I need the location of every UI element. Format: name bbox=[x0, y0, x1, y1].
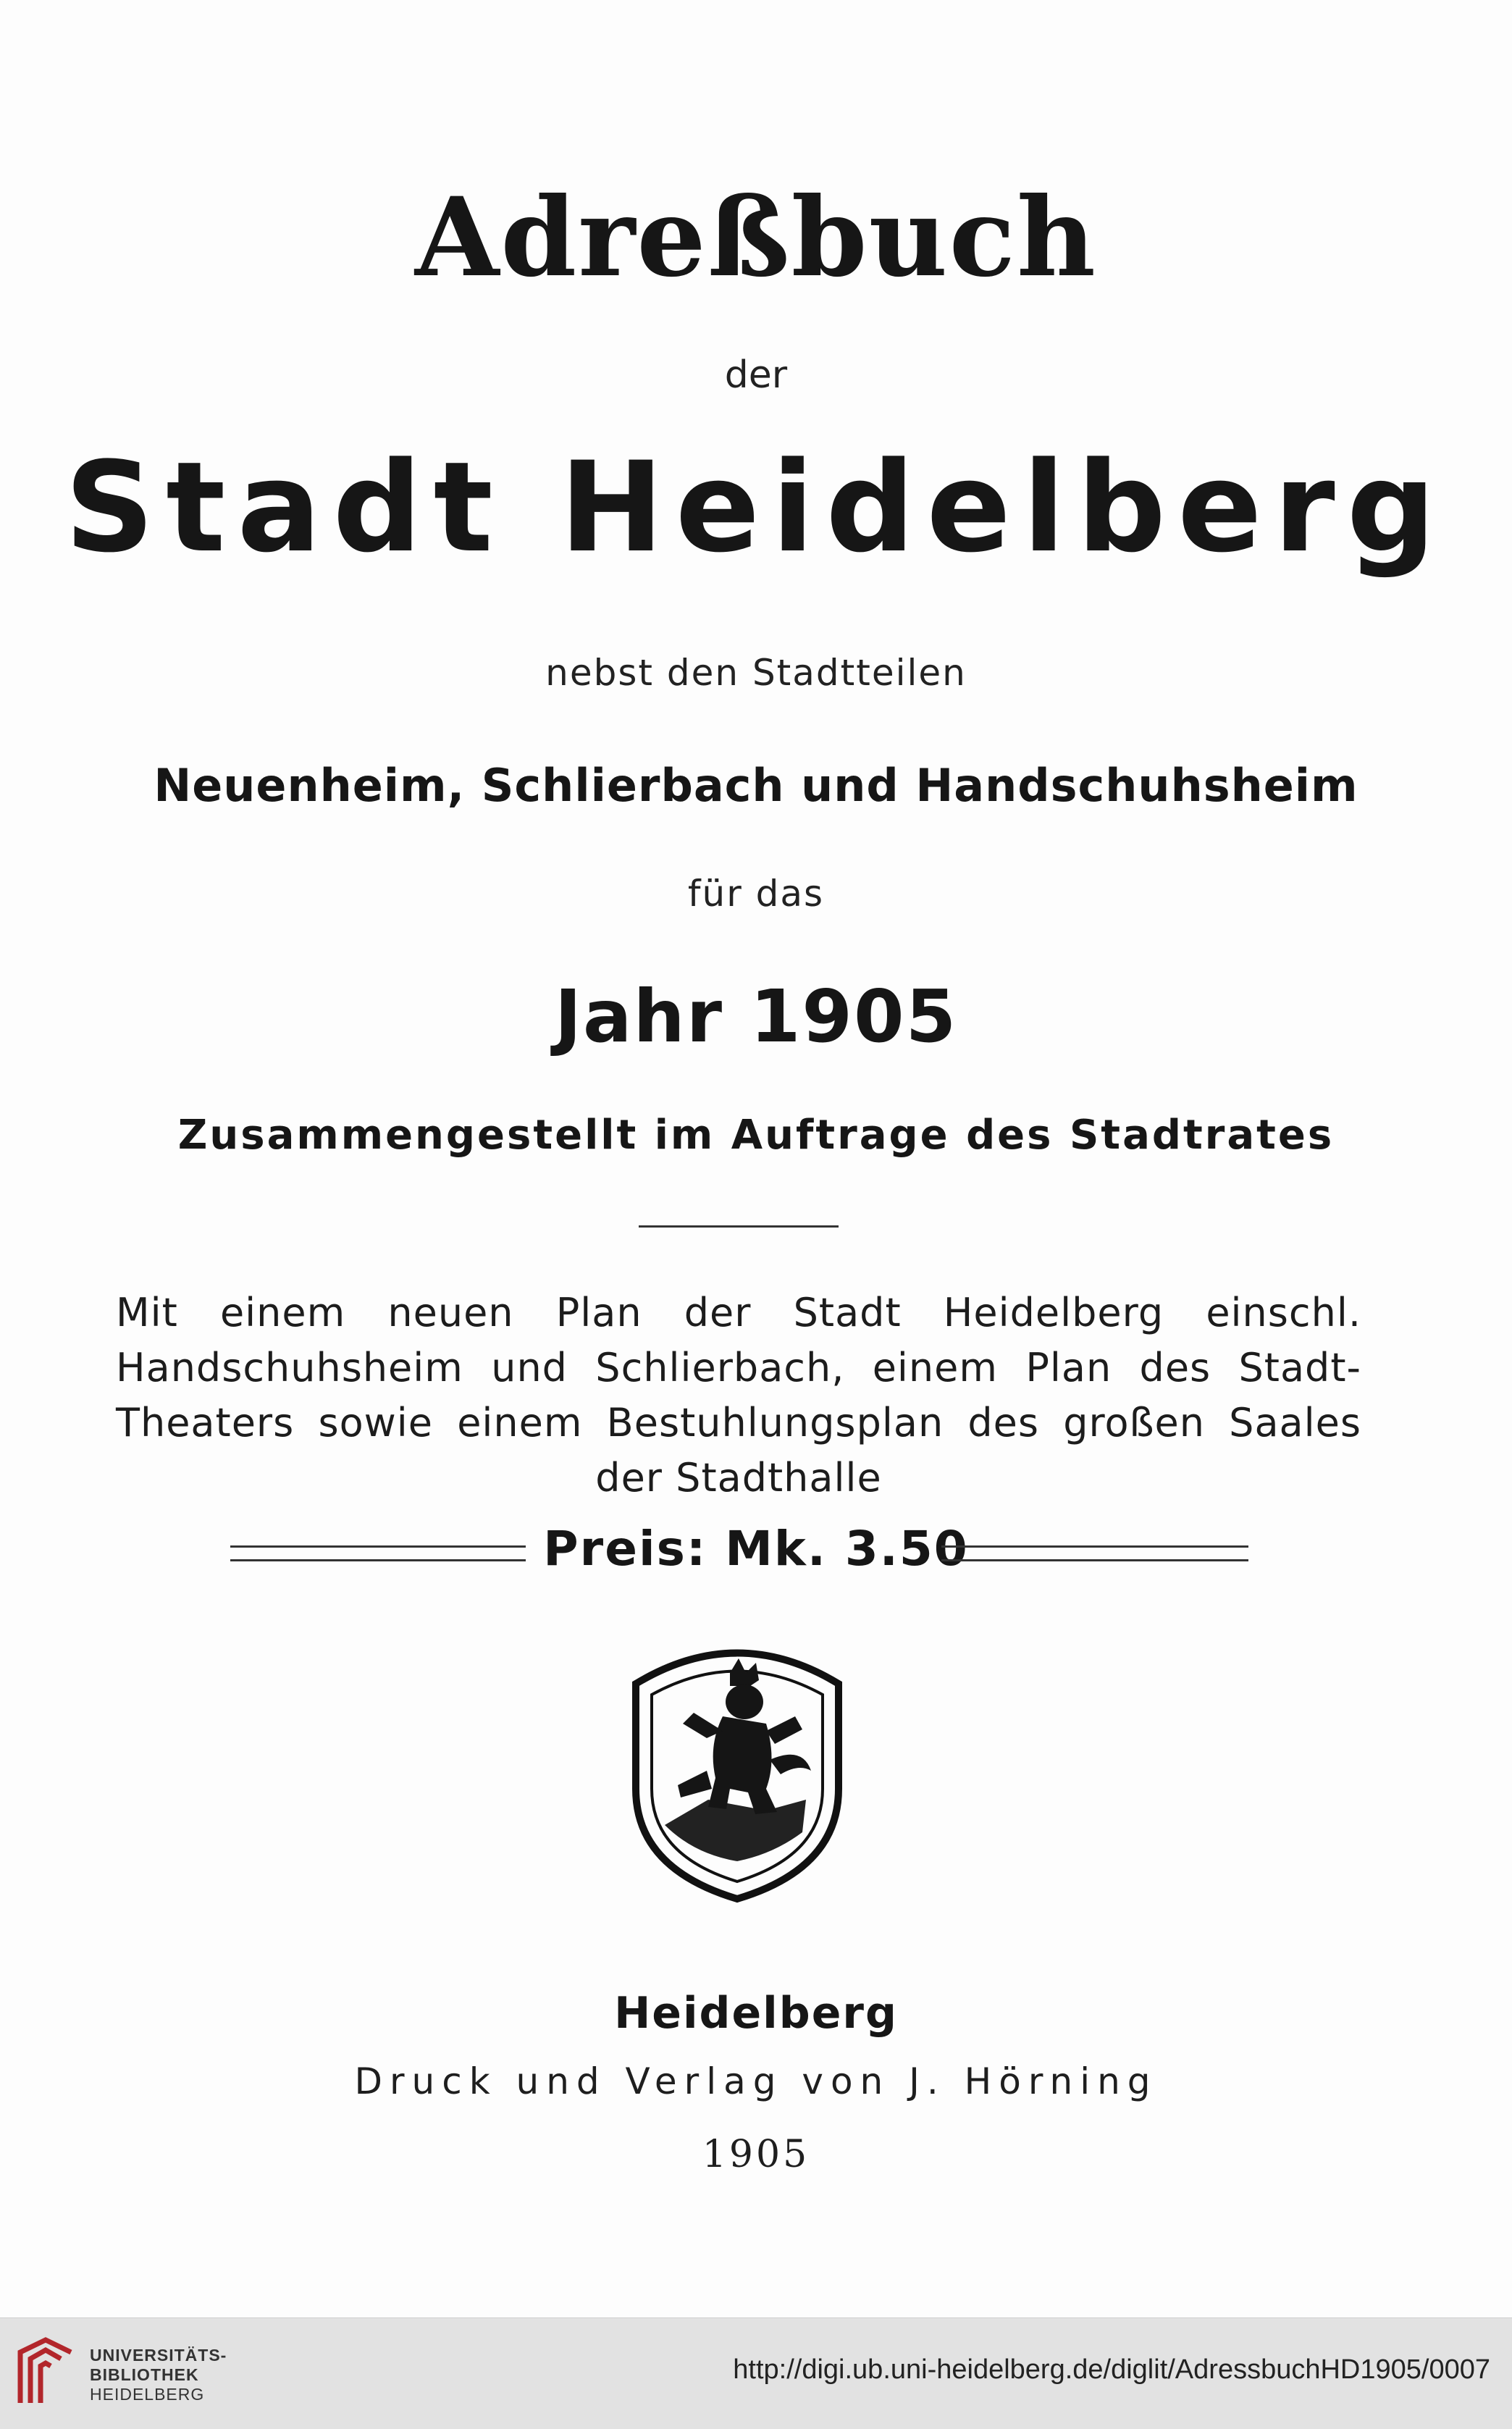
title-connector-der: der bbox=[724, 353, 788, 397]
edition-year: Jahr 1905 bbox=[554, 974, 958, 1059]
price-label: Preis: Mk. 3.50 bbox=[543, 1521, 969, 1577]
year-intro: für das bbox=[687, 873, 825, 915]
section-divider bbox=[639, 1225, 839, 1228]
library-name bbox=[90, 2346, 227, 2404]
price-rule-right bbox=[941, 1545, 1248, 1561]
contents-description: Mit einem neuen Plan der Stadt Heidelberg einschl. Handschuhsheim und Schlierbach, einem Plan des Stadt-Theaters sowie einem Bestuhlungsplan des großen Saales der Stadthalle bbox=[116, 1290, 1361, 1501]
districts-intro: nebst den Stadtteilen bbox=[545, 652, 967, 694]
price-row bbox=[0, 1521, 1512, 1593]
library-name-line3: HEIDELBERG bbox=[90, 2385, 205, 2404]
publisher-line: Druck und Verlag von J. Hörning bbox=[354, 2060, 1158, 2102]
publisher-city: Heidelberg bbox=[614, 1988, 898, 2039]
digitization-footer bbox=[0, 2317, 1512, 2429]
library-name-line2: BIBLIOTHEK bbox=[90, 2365, 199, 2384]
library-logo-icon bbox=[13, 2334, 80, 2414]
districts-list: Neuenheim, Schlierbach und Handschuhsheim bbox=[154, 759, 1358, 812]
city-name: Stadt Heidelberg bbox=[64, 435, 1448, 580]
heidelberg-lion-crest-icon bbox=[621, 1644, 853, 1905]
permalink-url[interactable]: http://digi.ub.uni-heidelberg.de/diglit/AdressbuchHD1905/0007 bbox=[733, 2354, 1490, 2385]
library-name-line1: UNIVERSITÄTS- bbox=[90, 2346, 227, 2365]
book-title: Adreßbuch bbox=[414, 174, 1098, 301]
publication-year: 1905 bbox=[702, 2133, 810, 2176]
compiled-note: Zusammengestellt im Auftrage des Stadtrates bbox=[177, 1112, 1335, 1159]
